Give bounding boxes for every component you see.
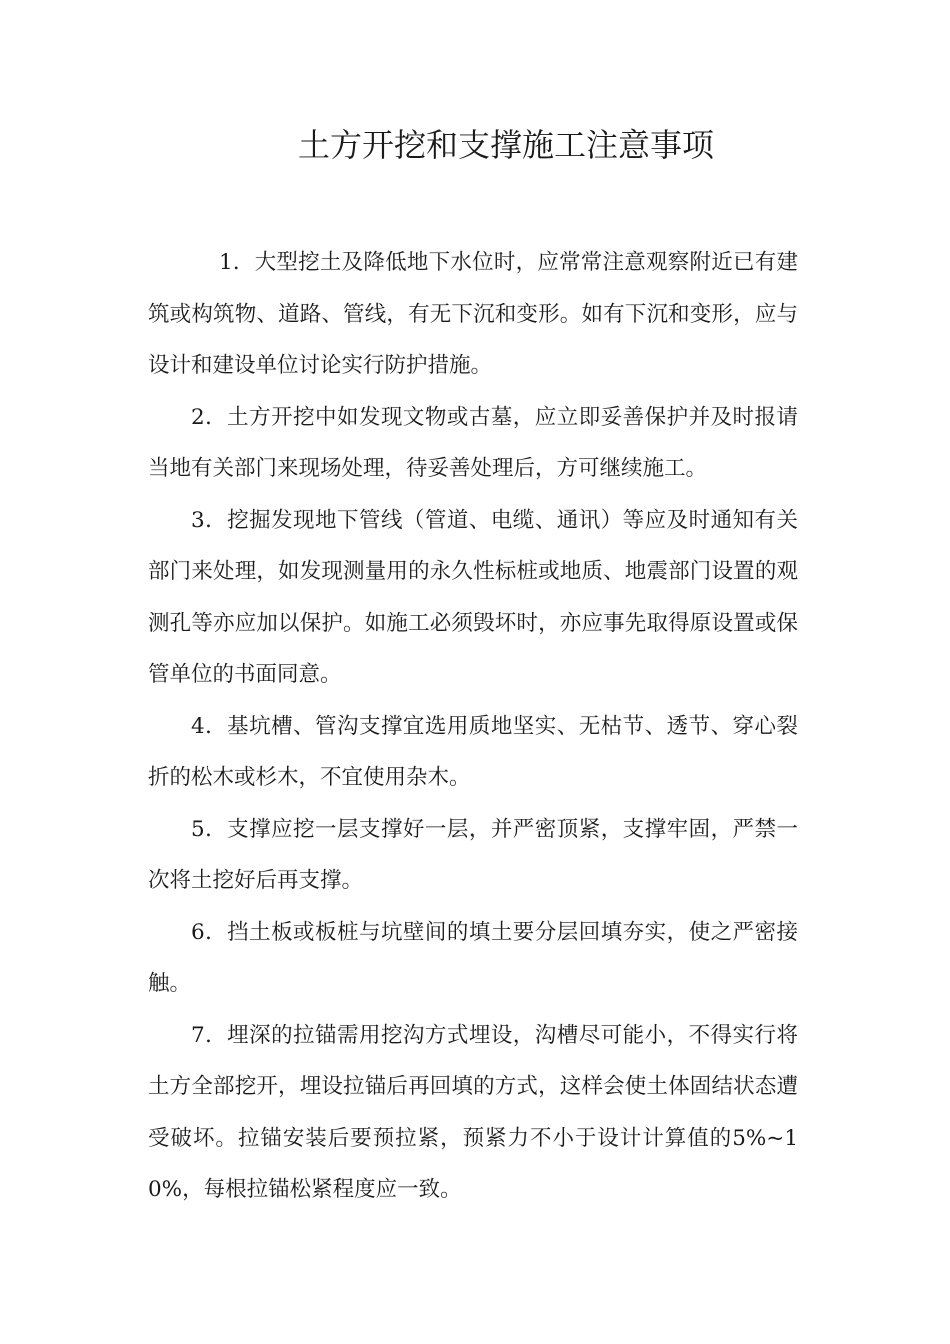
document-body bbox=[148, 237, 798, 1216]
paragraph-6: 6．挡土板或板桩与坑壁间的填土要分层回填夯实，使之严密接触。 bbox=[148, 919, 798, 996]
paragraph-2: 2．土方开挖中如发现文物或古墓，应立即妥善保护并及时报请当地有关部门来现场处理，待妥善处理后，方可继续施工。 bbox=[148, 404, 798, 481]
paragraph-5: 5．支撑应挖一层支撑好一层，并严密顶紧，支撑牢固，严禁一次将土挖好后再支撑。 bbox=[148, 816, 798, 893]
paragraph-7: 7．埋深的拉锚需用挖沟方式埋设，沟槽尽可能小，不得实行将土方全部挖开，埋设拉锚后再回填的方式，这样会使土体固结状态遭受破坏。拉锚安装后要预拉紧，预紧力不小于设计计算值的5%~10%，每根拉锚松紧程度应一致。 bbox=[148, 1022, 798, 1202]
paragraph-4: 4．基坑槽、管沟支撑宜选用质地坚实、无枯节、透节、穿心裂折的松木或杉木，不宜使用杂木。 bbox=[148, 713, 798, 790]
paragraph-1: 1．大型挖土及降低地下水位时，应常常注意观察附近已有建筑或构筑物、道路、管线，有无下沉和变形。如有下沉和变形，应与设计和建设单位讨论实行防护措施。 bbox=[148, 250, 798, 378]
page-title: 土方开挖和支撑施工注意事项 bbox=[297, 126, 714, 164]
paragraph-3: 3．挖掘发现地下管线（管道、电缆、通讯）等应及时通知有关部门来处理，如发现测量用的永久性标桩或地质、地震部门设置的观测孔等亦应加以保护。如施工必须毁坏时，亦应事先取得原设置或保管单位的书面同意。 bbox=[148, 507, 798, 687]
